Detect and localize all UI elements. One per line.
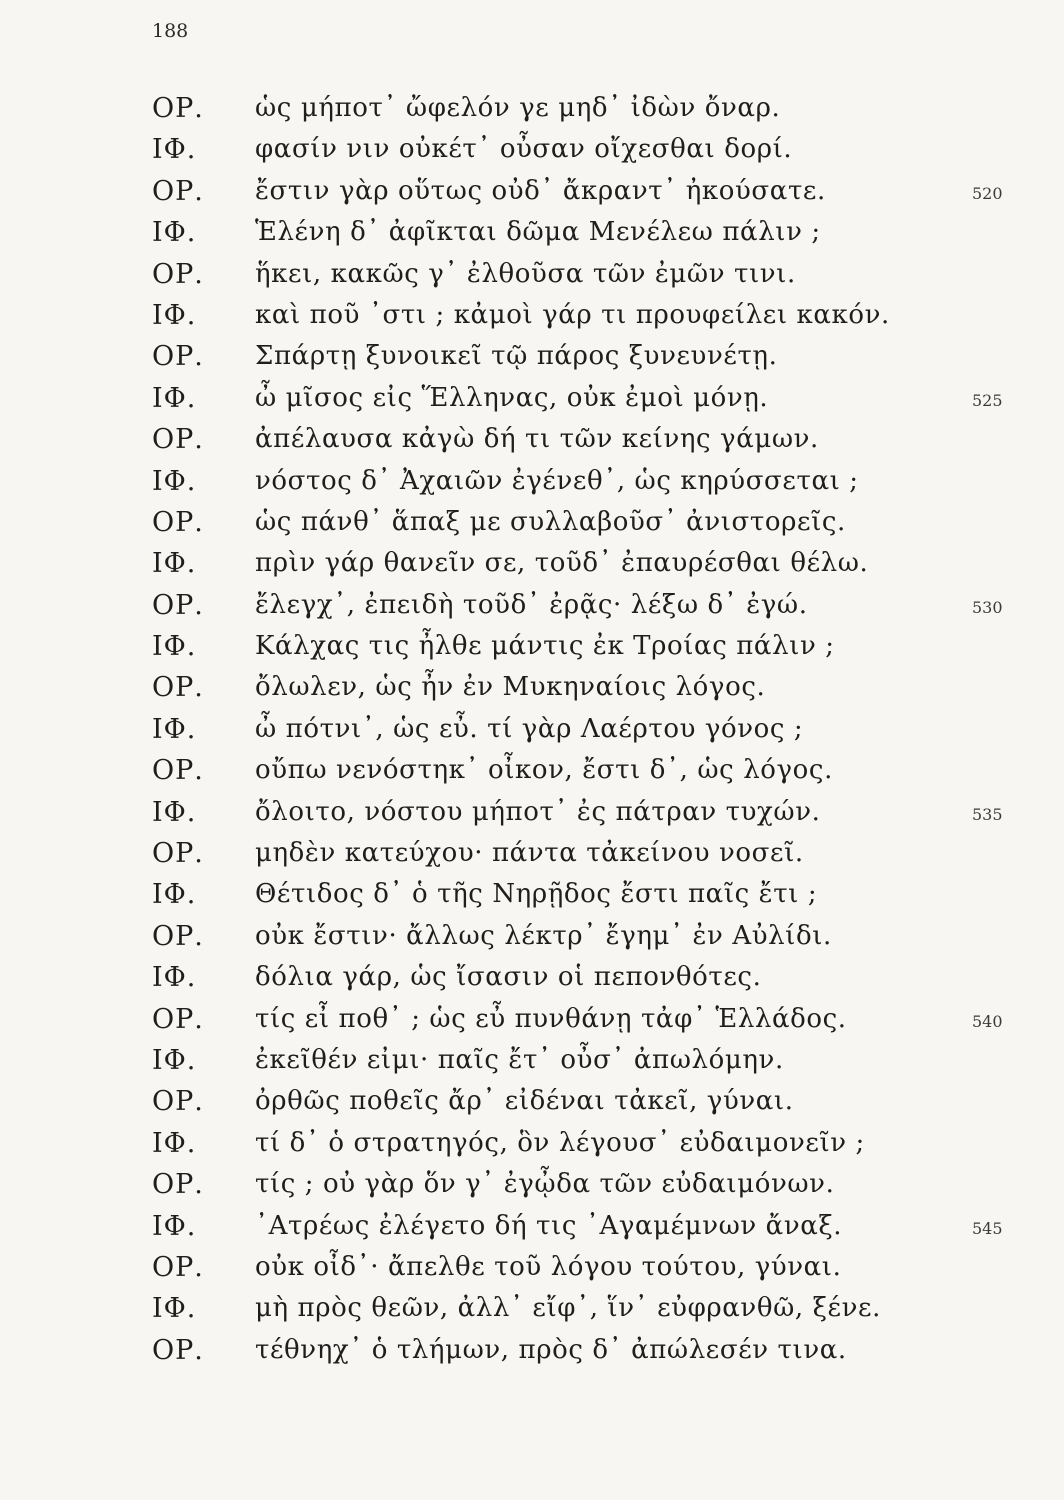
page-number: 188 xyxy=(152,20,189,42)
verse-text: Σπάρτῃ ξυνοικεῖ τῷ πάρος ξυνευνέτῃ. xyxy=(255,341,778,372)
dialogue-line xyxy=(152,667,1022,708)
verse-text: Κάλχας τις ἦλθε μάντις ἐκ Τροίας πάλιν ; xyxy=(255,631,835,662)
speaker-label: ΙΦ. xyxy=(152,548,197,580)
dialogue-line xyxy=(152,502,1022,543)
verse-text: τίς ; οὐ γὰρ ὅν γ᾽ ἐγᾦδα τῶν εὐδαιμόνων. xyxy=(255,1169,835,1200)
speaker-label: ΙΦ. xyxy=(152,217,197,249)
dialogue-line xyxy=(152,1247,1022,1288)
dialogue-line xyxy=(152,750,1022,791)
dialogue-line xyxy=(152,295,1022,336)
speaker-label: ΟΡ. xyxy=(152,920,204,952)
speaker-label: ΙΦ. xyxy=(152,796,197,828)
verse-text: οὔπω νενόστηκ᾽ οἶκον, ἔστι δ᾽, ὡς λόγος. xyxy=(255,755,833,786)
speaker-label: ΙΦ. xyxy=(152,879,197,911)
verse-text: ὦ μῖσος εἰς Ἕλληνας, οὐκ ἐμοὶ μόνῃ. xyxy=(255,382,769,413)
dialogue-line xyxy=(152,378,1022,419)
dialogue-line xyxy=(152,1040,1022,1081)
speaker-label: ΟΡ. xyxy=(152,1334,204,1366)
dialogue-line xyxy=(152,461,1022,502)
verse-text: τί δ᾽ ὁ στρατηγός, ὃν λέγουσ᾽ εὐδαιμονεῖν ; xyxy=(255,1127,865,1158)
dialogue-line xyxy=(152,543,1022,584)
verse-text: ὦ πότνι᾽, ὡς εὖ. τί γὰρ Λαέρτου γόνος ; xyxy=(255,713,804,744)
line-number: 520 xyxy=(972,183,1003,203)
verse-text: ἀπέλαυσα κἀγὼ δή τι τῶν κείνης γάμων. xyxy=(255,424,819,455)
verse-text: ὀρθῶς ποθεῖς ἄρ᾽ εἰδέναι τἀκεῖ, γύναι. xyxy=(255,1086,794,1117)
verse-text: ὡς πάνθ᾽ ἅπαξ με συλλαβοῦσ᾽ ἀνιστορεῖς. xyxy=(255,506,846,537)
verse-text: ἥκει, κακῶς γ᾽ ἐλθοῦσα τῶν ἐμῶν τινι. xyxy=(255,258,796,289)
speaker-label: ΟΡ. xyxy=(152,341,204,373)
speaker-label: ΟΡ. xyxy=(152,1169,204,1201)
dialogue-line xyxy=(152,1206,1022,1247)
speaker-label: ΙΦ. xyxy=(152,1044,197,1076)
dialogue-line xyxy=(152,212,1022,253)
speaker-label: ΟΡ. xyxy=(152,1251,204,1283)
verse-text: τέθνηχ᾽ ὁ τλήμων, πρὸς δ᾽ ἀπώλεσέν τινα. xyxy=(255,1334,847,1365)
speaker-label: ΙΦ. xyxy=(152,465,197,497)
speaker-label: ΙΦ. xyxy=(152,134,197,166)
speaker-label: ΟΡ. xyxy=(152,672,204,704)
verse-text: ὄλωλεν, ὡς ἦν ἐν Μυκηναίοις λόγος. xyxy=(255,672,766,703)
verse-text: πρὶν γάρ θανεῖν σε, τοῦδ᾽ ἐπαυρέσθαι θέλω. xyxy=(255,548,869,579)
dialogue-line xyxy=(152,916,1022,957)
dialogue-line xyxy=(152,626,1022,667)
speaker-label: ΟΡ. xyxy=(152,424,204,456)
speaker-label: ΙΦ. xyxy=(152,1127,197,1159)
verse-text: καὶ ποῦ ᾽στι ; κἀμοὶ γάρ τι προυφείλει κακόν. xyxy=(255,299,890,330)
verse-text: ὄλοιτο, νόστου μήποτ᾽ ἐς πάτραν τυχών. xyxy=(255,796,821,827)
dialogue-line xyxy=(152,1330,1022,1371)
verse-text: οὐκ ἔστιν· ἄλλως λέκτρ᾽ ἔγημ᾽ ἐν Αὐλίδι. xyxy=(255,920,832,951)
verse-text: τίς εἶ ποθ᾽ ; ὡς εὖ πυνθάνῃ τἀφ᾽ Ἑλλάδος. xyxy=(255,1003,847,1034)
line-number: 530 xyxy=(972,597,1003,617)
dialogue-line xyxy=(152,1164,1022,1205)
line-number: 535 xyxy=(972,804,1003,824)
verse-text: μὴ πρὸς θεῶν, ἀλλ᾽ εἴφ᾽, ἵν᾽ εὐφρανθῶ, ξένε. xyxy=(255,1293,881,1324)
line-number: 540 xyxy=(972,1011,1003,1031)
speaker-label: ΟΡ. xyxy=(152,755,204,787)
verse-text: ἐκεῖθέν εἰμι· παῖς ἔτ᾽ οὖσ᾽ ἀπωλόμην. xyxy=(255,1044,784,1075)
dialogue-line xyxy=(152,792,1022,833)
dialogue-line xyxy=(152,833,1022,874)
dialogue-line xyxy=(152,254,1022,295)
verse-text: φασίν νιν οὐκέτ᾽ οὖσαν οἴχεσθαι δορί. xyxy=(255,134,793,165)
speaker-label: ΙΦ. xyxy=(152,631,197,663)
verse-text: μηδὲν κατεύχου· πάντα τἀκείνου νοσεῖ. xyxy=(255,838,804,869)
verse-text: οὐκ οἶδ᾽· ἄπελθε τοῦ λόγου τούτου, γύναι. xyxy=(255,1251,842,1282)
dialogue-line xyxy=(152,1288,1022,1329)
speaker-label: ΟΡ. xyxy=(152,1086,204,1118)
speaker-label: ΙΦ. xyxy=(152,1293,197,1325)
verse-text: Ἑλένη δ᾽ ἀφῖκται δῶμα Μενέλεω πάλιν ; xyxy=(255,217,821,248)
line-number: 525 xyxy=(972,390,1003,410)
speaker-label: ΟΡ. xyxy=(152,258,204,290)
dialogue-text-block xyxy=(152,88,1022,1371)
verse-text: ᾽Ατρέως ἐλέγετο δή τις ᾽Αγαμέμνων ἄναξ. xyxy=(255,1210,843,1241)
dialogue-line xyxy=(152,88,1022,129)
dialogue-line xyxy=(152,1081,1022,1122)
verse-text: ἔστιν γὰρ οὕτως οὐδ᾽ ἄκραντ᾽ ἠκούσατε. xyxy=(255,175,826,206)
speaker-label: ΙΦ. xyxy=(152,299,197,331)
speaker-label: ΟΡ. xyxy=(152,175,204,207)
dialogue-line xyxy=(152,1123,1022,1164)
dialogue-line xyxy=(152,336,1022,377)
dialogue-line xyxy=(152,709,1022,750)
verse-text: ἔλεγχ᾽, ἐπειδὴ τοῦδ᾽ ἐρᾷς· λέξω δ᾽ ἐγώ. xyxy=(255,589,808,620)
dialogue-line xyxy=(152,171,1022,212)
dialogue-line xyxy=(152,874,1022,915)
dialogue-line xyxy=(152,999,1022,1040)
speaker-label: ΙΦ. xyxy=(152,382,197,414)
verse-text: δόλια γάρ, ὡς ἴσασιν οἱ πεπονθότες. xyxy=(255,962,762,993)
dialogue-line xyxy=(152,419,1022,460)
speaker-label: ΙΦ. xyxy=(152,713,197,745)
speaker-label: ΟΡ. xyxy=(152,838,204,870)
speaker-label: ΙΦ. xyxy=(152,1210,197,1242)
verse-text: νόστος δ᾽ Ἀχαιῶν ἐγένεθ᾽, ὡς κηρύσσεται ; xyxy=(255,465,859,496)
speaker-label: ΟΡ. xyxy=(152,1003,204,1035)
speaker-label: ΟΡ. xyxy=(152,589,204,621)
verse-text: Θέτιδος δ᾽ ὁ τῆς Νηρῇδος ἔστι παῖς ἔτι ; xyxy=(255,879,818,910)
dialogue-line xyxy=(152,129,1022,170)
speaker-label: ΟΡ. xyxy=(152,93,204,124)
speaker-label: ΟΡ. xyxy=(152,506,204,538)
verse-text: ὡς μήποτ᾽ ὤφελόν γε μηδ᾽ ἰδὼν ὄναρ. xyxy=(255,93,781,123)
line-number: 545 xyxy=(972,1218,1003,1238)
dialogue-line xyxy=(152,585,1022,626)
dialogue-line xyxy=(152,957,1022,998)
speaker-label: ΙΦ. xyxy=(152,962,197,994)
